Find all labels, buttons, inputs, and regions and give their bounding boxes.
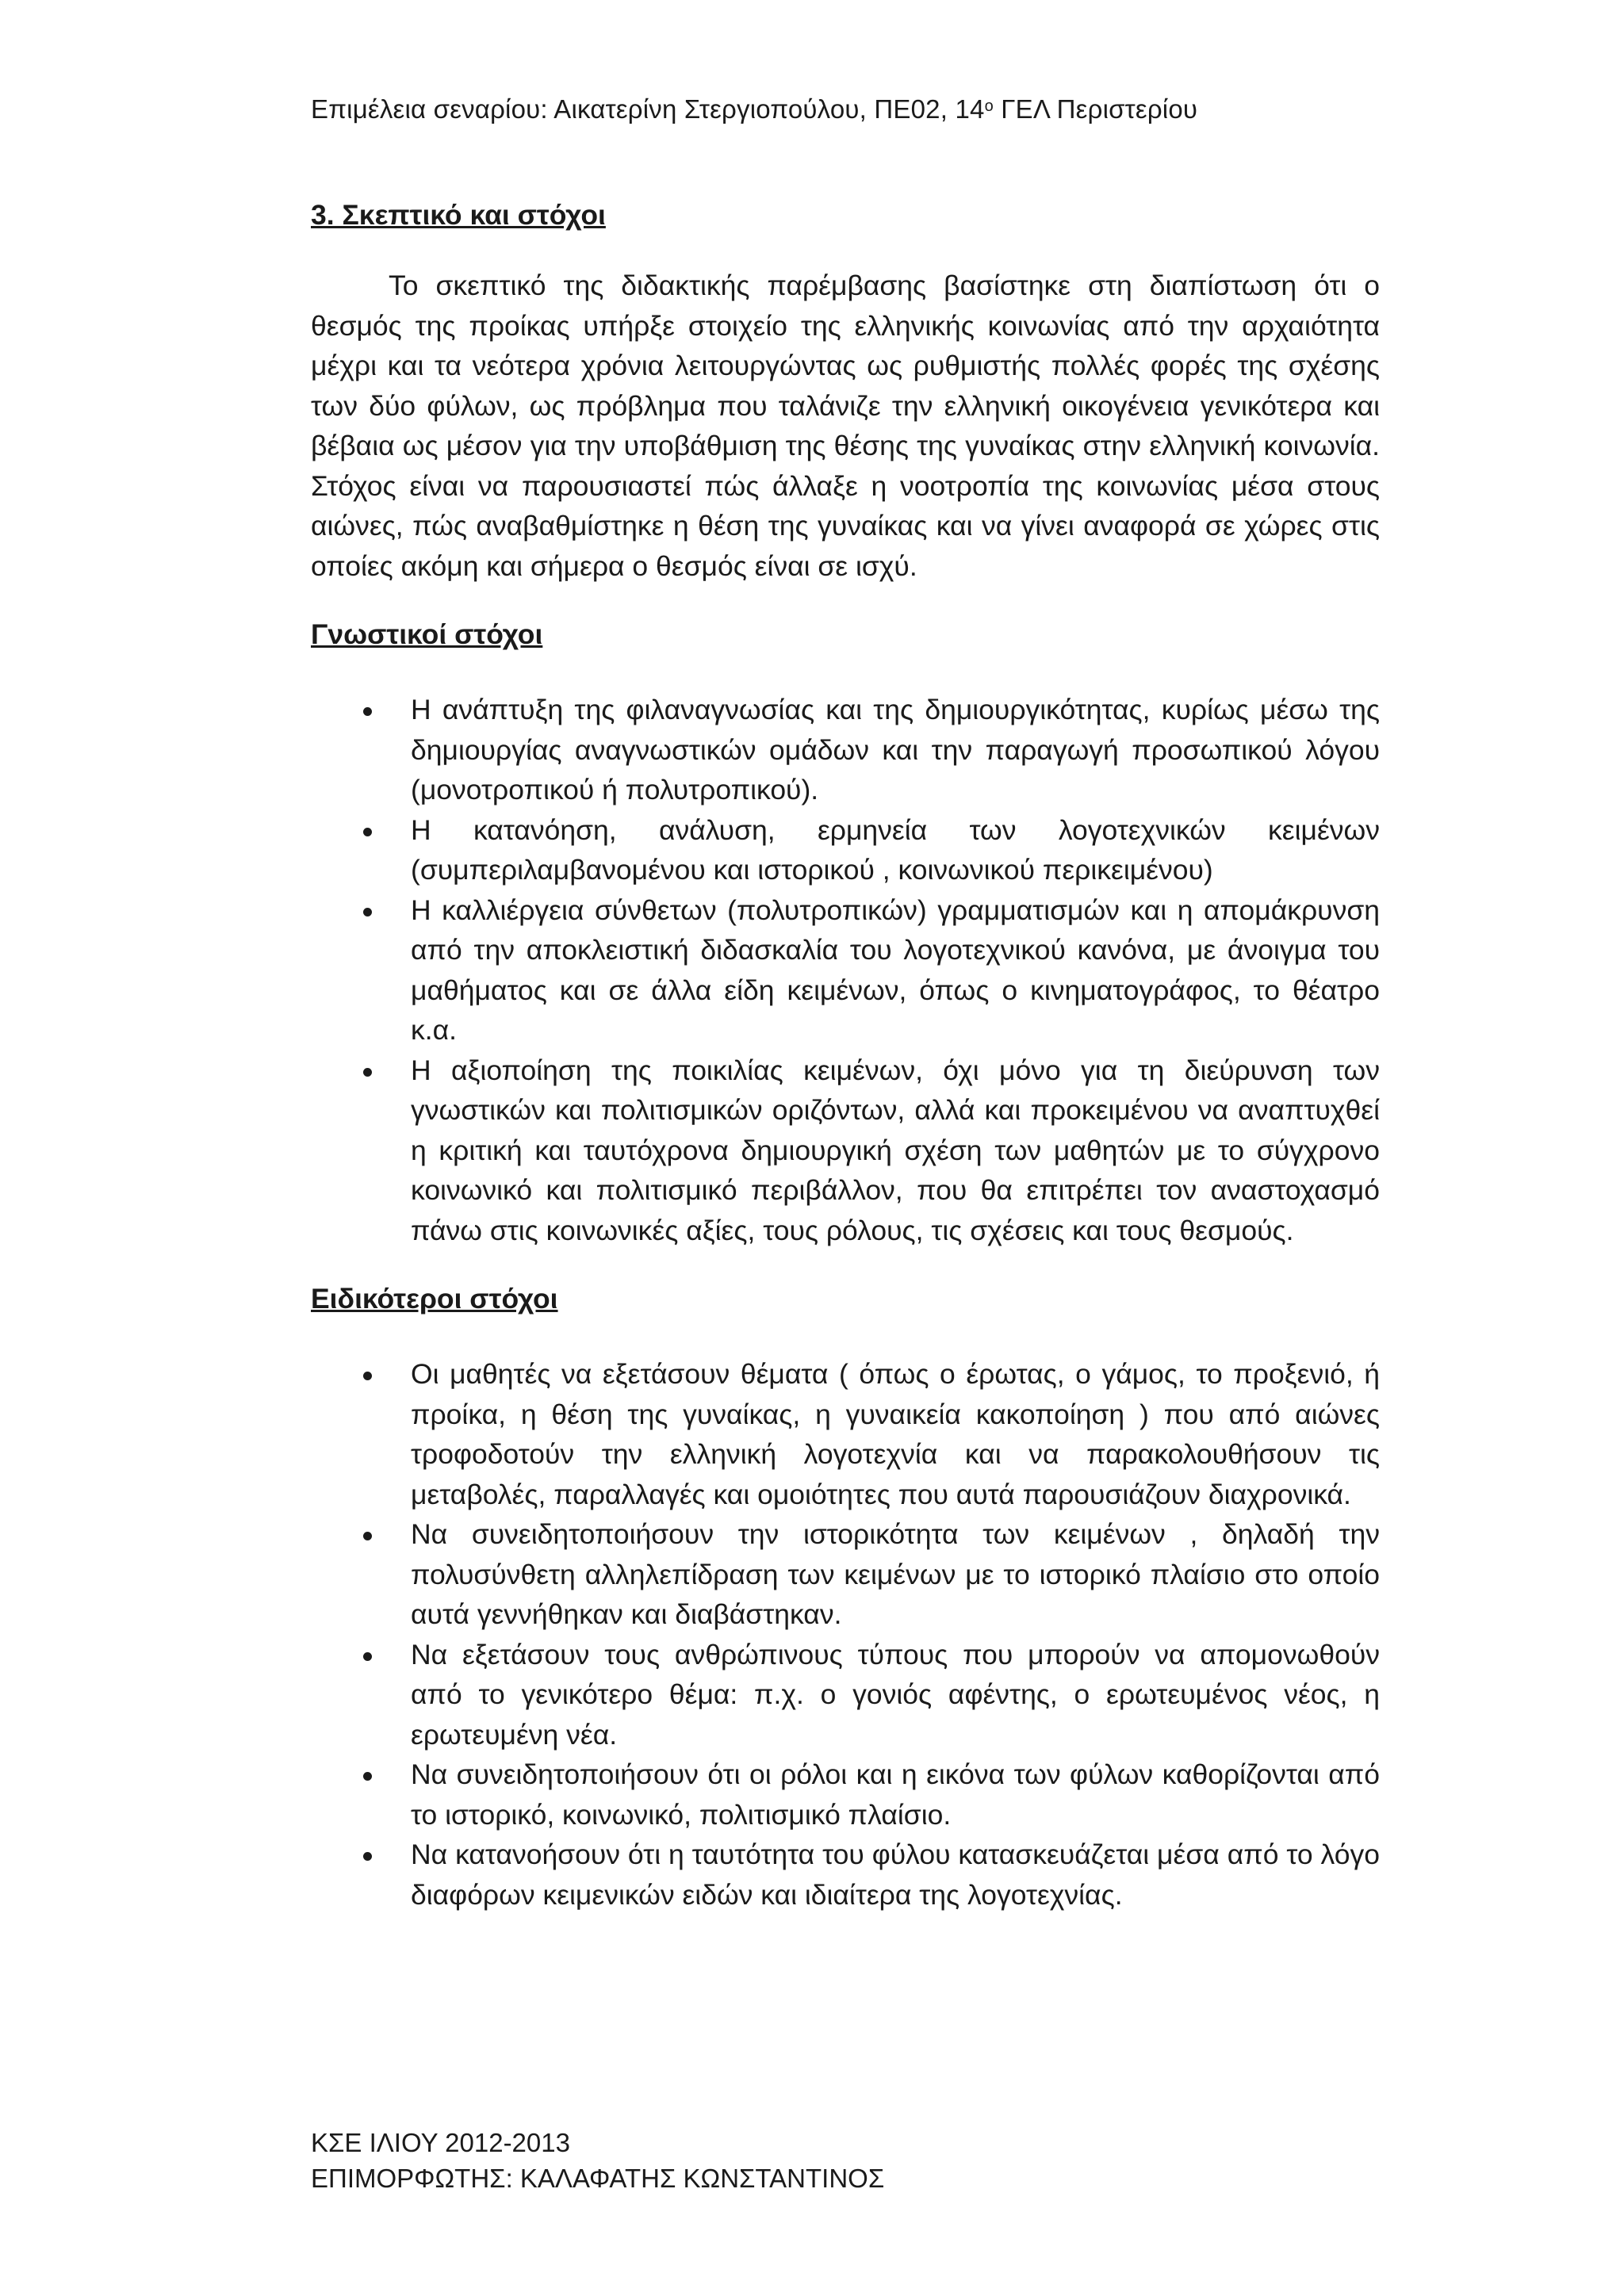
list-item-text: Η κατανόηση, ανάλυση, ερμηνεία των λογοτεχνικών κειμένων (συμπεριλαμβανομένου και ιστορικού , κοινωνικού περικειμένου) xyxy=(411,813,1380,886)
section-title-cognitive-goals: Γνωστικοί στόχοι xyxy=(311,618,543,650)
list-item-text: Η αξιοποίηση της ποικιλίας κειμένων, όχι μόνο για τη διεύρυνση των γνωστικών και πολιτισμικών οριζόντων, αλλά και προκειμένου να αναπτυχθεί η κριτική και ταυτόχρονα δημιουργική σχέση των μαθητών με το σύγχρονο κοινωνικό και πολιτισμικό περιβάλλον, που θα επιτρέπει τον αναστοχασμό πάνω στις κοινωνικές αξίες, τους ρόλους, τις σχέσεις και τους θεσμούς. xyxy=(411,1054,1380,1246)
list-item-text: Η καλλιέργεια σύνθετων (πολυτροπικών) γραμματισμών και η απομάκρυνση από την αποκλειστική διδασκαλία του λογοτεχνικού κανόνα, με άνοιγμα του μαθήματος και σε άλλα είδη κειμένων, όπως ο κινηματογράφος, το θέατρο κ.α. xyxy=(411,894,1380,1046)
header-text-suffix: ΓΕΛ Περιστερίου xyxy=(993,94,1198,124)
header-text: Επιμέλεια σεναρίου: Αικατερίνη Στεργιοπούλου, ΠΕ02, 14 xyxy=(311,94,985,124)
section-title-specific-goals: Ειδικότεροι στόχοι xyxy=(311,1283,558,1314)
list-item-text: Η ανάπτυξη της φιλαναγνωσίας και της δημιουργικότητας, κυρίως μέσω της δημιουργίας αναγνωστικών ομάδων και την παραγωγή προσωπικού λόγου (μονοτροπικού ή πολυτροπικού). xyxy=(411,694,1380,806)
list-item-text: Οι μαθητές να εξετάσουν θέματα ( όπως ο έρωτας, ο γάμος, το προξενιό, ή προίκα, η θέση της γυναίκας, η γυναικεία κακοποίηση ) που από αιώνες τροφοδοτούν την ελληνική λογοτεχνία και να παρακολουθήσουν τις μεταβολές, παραλλαγές και ομοιότητες που αυτά παρουσιάζουν διαχρονικά. xyxy=(411,1358,1380,1510)
list-item-text: Να εξετάσουν τους ανθρώπινους τύπους που μπορούν να απομονωθούν από το γενικότερο θέμα: π.χ. ο γονιός αφέντης, ο ερωτευμένος νέος, η ερωτευμένη νέα. xyxy=(411,1638,1380,1751)
list-item-text: Να συνειδητοποιήσουν την ιστορικότητα των κειμένων , δηλαδή την πολυσύνθετη αλληλεπίδραση των κειμένων με το ιστορικό πλαίσιο στο οποίο αυτά γεννήθηκαν και διαβάστηκαν. xyxy=(411,1518,1380,1630)
rationale-paragraph: Το σκεπτικό της διδακτικής παρέμβασης βασίστηκε στη διαπίστωση ότι ο θεσμός της προίκας υπήρξε στοιχείο της ελληνικής κοινωνίας από την αρχαιότητα μέχρι και τα νεότερα χρόνια λειτουργώντας ως ρυθμιστής πολλές φορές της σχέσης των δύο φύλων, ως πρόβλημα που ταλάνιζε την ελληνική οικογένεια γενικότερα και βέβαια ως μέσον για την υποβάθμιση της θέσης της γυναίκας στην ελληνική κοινωνία. Στόχος είναι να παρουσιαστεί πώς άλλαξε η νοοτροπία της κοινωνίας μέσα στους αιώνες, πώς αναβαθμίστηκε η θέση της γυναίκας και να γίνει αναφορά σε χώρες στις οποίες ακόμη και σήμερα ο θεσμός είναι σε ισχύ. xyxy=(311,270,1380,582)
list-item xyxy=(311,1514,1380,1635)
list-item xyxy=(311,1755,1380,1835)
bullet-icon xyxy=(363,908,372,916)
bullet-icon xyxy=(363,1372,372,1380)
footer-line-2: ΕΠΙΜΟΡΦΩΤΗΣ: ΚΑΛΑΦΑΤΗΣ ΚΩΝΣΤΑΝΤΙΝΟΣ xyxy=(311,2164,885,2193)
list-item xyxy=(311,1050,1380,1251)
list-item xyxy=(311,690,1380,810)
specific-goals-list xyxy=(311,1354,1380,1915)
page-header xyxy=(311,92,1197,127)
list-item xyxy=(311,1835,1380,1915)
page-footer xyxy=(311,2125,884,2196)
section-title-rationale: 3. Σκεπτικό και στόχοι xyxy=(311,199,606,231)
bullet-icon xyxy=(363,1772,372,1781)
bullet-icon xyxy=(363,828,372,836)
bullet-icon xyxy=(363,1068,372,1077)
cognitive-goals-list xyxy=(311,690,1380,1250)
footer-line-1: ΚΣΕ ΙΛΙΟΥ 2012-2013 xyxy=(311,2128,570,2157)
list-item xyxy=(311,890,1380,1050)
bullet-icon xyxy=(363,707,372,716)
header-superscript: ο xyxy=(984,98,994,115)
bullet-icon xyxy=(363,1652,372,1661)
bullet-icon xyxy=(363,1532,372,1540)
list-item-text: Να κατανοήσουν ότι η ταυτότητα του φύλου κατασκευάζεται μέσα από το λόγο διαφόρων κειμενικών ειδών και ιδιαίτερα της λογοτεχνίας. xyxy=(411,1839,1380,1911)
list-item-text: Να συνειδητοποιήσουν ότι οι ρόλοι και η εικόνα των φύλων καθορίζονται από το ιστορικό, κοινωνικό, πολιτισμικό πλαίσιο. xyxy=(411,1758,1380,1831)
bullet-icon xyxy=(363,1852,372,1861)
list-item xyxy=(311,1635,1380,1755)
list-item xyxy=(311,810,1380,890)
list-item xyxy=(311,1354,1380,1514)
page-content xyxy=(311,195,1380,1915)
